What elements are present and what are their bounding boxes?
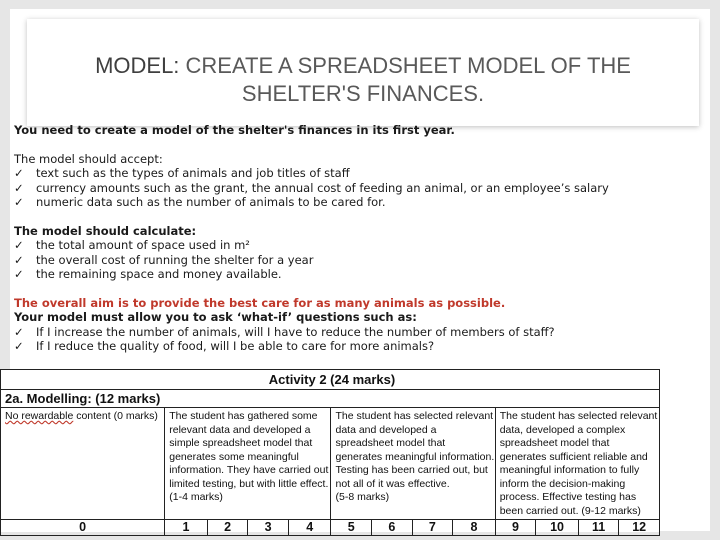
accept-item-text: text such as the types of animals and job titles of staff bbox=[36, 166, 350, 180]
check-icon: ✓ bbox=[14, 324, 24, 339]
calculate-item bbox=[14, 238, 714, 253]
title-box bbox=[27, 19, 699, 126]
title-line1: CREATE A SPREADSHEET MODEL OF THE bbox=[179, 53, 631, 78]
mark-cell: 9 bbox=[495, 520, 536, 536]
check-icon: ✓ bbox=[14, 252, 24, 267]
check-icon: ✓ bbox=[14, 166, 24, 180]
band-1-description: The student has gathered some relevant data and developed a simple spreadsheet model that generates some meaningful information. They have carried out limited testing, but with little effect. (1-4 marks) bbox=[165, 408, 331, 520]
mark-cell: 6 bbox=[372, 520, 413, 536]
marks-row bbox=[1, 520, 660, 536]
mark-cell: 7 bbox=[412, 520, 453, 536]
calculate-item-text: the overall cost of running the shelter for a year bbox=[36, 252, 314, 267]
whatif-heading: Your model must allow you to ask ‘what-if’ questions such as: bbox=[14, 310, 417, 324]
slide-title bbox=[27, 52, 699, 108]
calculate-item bbox=[14, 267, 714, 282]
band-2-text: The student has selected relevant data and developed a spreadsheet model that generates meaningful information. Testing has been carried out, but not all of it was effective. bbox=[335, 410, 495, 490]
mark-cell: 8 bbox=[453, 520, 496, 536]
body-text bbox=[14, 123, 714, 354]
whatif-item-text: If I reduce the quality of food, will I be able to care for more animals? bbox=[36, 339, 435, 353]
band-3-description: The student has selected relevant data, developed a complex spreadsheet model that generates sufficient reliable and meaningful information to fully inform the decision-making process. Effective testing has been carried out. (9-12 marks) bbox=[495, 408, 659, 520]
accept-item-text: numeric data such as the number of animals to be cared for. bbox=[36, 195, 386, 209]
title-line2: SHELTER'S FINANCES. bbox=[241, 81, 485, 106]
calculate-item-text: the total amount of space used in m² bbox=[36, 238, 250, 252]
mark-cell: 12 bbox=[619, 520, 660, 536]
calculate-item bbox=[14, 253, 714, 268]
band-2-description bbox=[331, 408, 495, 520]
whatif-item bbox=[14, 325, 714, 340]
band-0-description bbox=[1, 408, 165, 520]
whatif-item-text: If I increase the number of animals, will I have to reduce the number of members of staff? bbox=[36, 324, 555, 339]
calculate-item-text: the remaining space and money available. bbox=[36, 267, 282, 281]
no-reward-rest: content (0 marks) bbox=[73, 410, 158, 422]
mark-cell: 3 bbox=[248, 520, 289, 536]
mark-cell: 2 bbox=[207, 520, 248, 536]
title-prefix: MODEL: bbox=[95, 53, 180, 78]
mark-cell: 1 bbox=[165, 520, 208, 536]
accept-heading: The model should accept: bbox=[14, 151, 163, 166]
modelling-heading: 2a. Modelling: (12 marks) bbox=[1, 390, 660, 408]
accept-item bbox=[14, 166, 714, 181]
mark-cell: 4 bbox=[288, 520, 331, 536]
calculate-heading: The model should calculate: bbox=[14, 223, 197, 238]
whatif-item bbox=[14, 339, 714, 354]
mark-cell: 10 bbox=[536, 520, 579, 536]
band-2-marks: (5-8 marks) bbox=[335, 491, 390, 503]
check-icon: ✓ bbox=[14, 180, 24, 195]
check-icon: ✓ bbox=[14, 339, 24, 353]
mark-cell: 5 bbox=[331, 520, 372, 536]
check-icon: ✓ bbox=[14, 238, 24, 252]
mark-cell: 0 bbox=[1, 520, 165, 536]
accept-item bbox=[14, 195, 714, 210]
mark-cell: 11 bbox=[578, 520, 619, 536]
accept-item-text: currency amounts such as the grant, the annual cost of feeding an animal, or an employee’s salary bbox=[36, 180, 609, 195]
aim-text: The overall aim is to provide the best care for as many animals as possible. bbox=[14, 295, 506, 310]
check-icon: ✓ bbox=[14, 267, 24, 281]
check-icon: ✓ bbox=[14, 195, 24, 209]
activity-heading: Activity 2 (24 marks) bbox=[1, 370, 660, 390]
rubric-table bbox=[0, 369, 660, 532]
no-reward-word: No rewardable bbox=[5, 410, 74, 422]
intro-text: You need to create a model of the shelter's finances in its first year. bbox=[14, 123, 455, 137]
accept-item bbox=[14, 181, 714, 196]
